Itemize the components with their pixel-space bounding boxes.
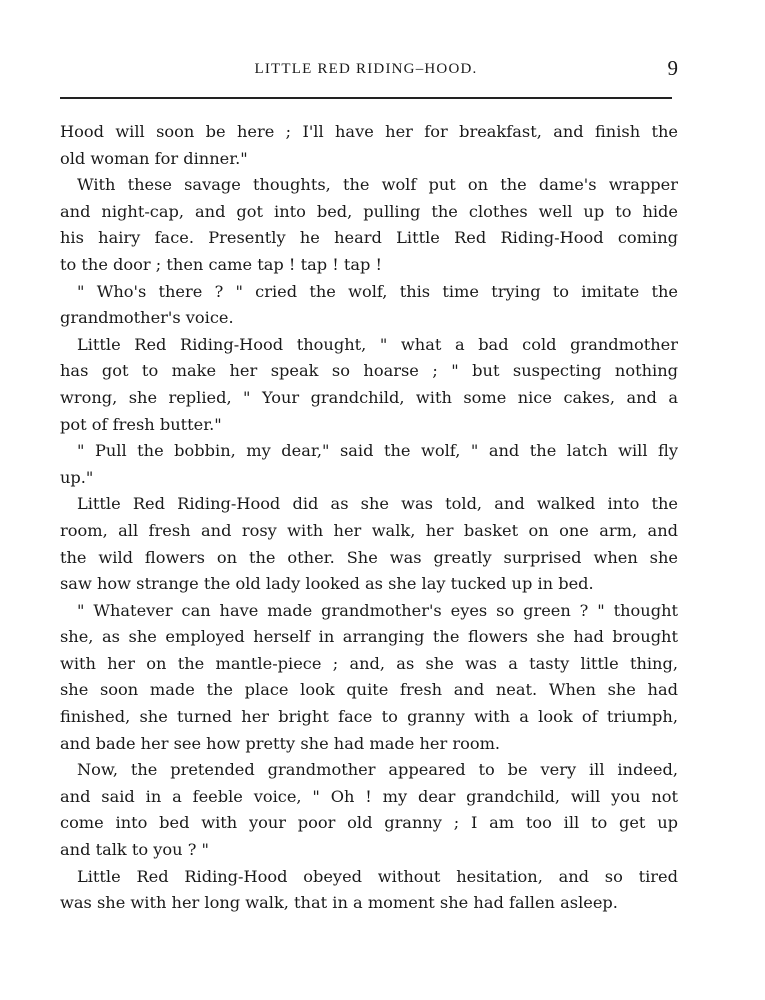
text-line: and bade her see how pretty she had made her room. — [60, 733, 501, 753]
running-title: LITTLE RED RIDING–HOOD. — [254, 61, 478, 77]
text-line: old woman for dinner." — [60, 148, 248, 168]
running-header — [60, 56, 678, 82]
text-line: come into bed with your poor old granny ; I am too ill to get up — [60, 813, 678, 833]
text-line: the wild flowers on the other. She was greatly surprised when she — [60, 547, 678, 567]
text-line: room, all fresh and rosy with her walk, her basket on one arm, and — [60, 520, 678, 540]
header-rule — [60, 97, 672, 99]
text-line: " Pull the bobbin, my dear," said the wolf, " and the latch will fly — [77, 441, 678, 461]
text-line: " Who's there ? " cried the wolf, this time trying to imitate the — [77, 281, 678, 301]
text-line: Little Red Riding-Hood thought, " what a bad cold grandmother — [77, 334, 678, 354]
text-line: and said in a feeble voice, " Oh ! my dear grandchild, will you not — [60, 786, 678, 806]
text-line: she, as she employed herself in arranging the flowers she had brought — [60, 627, 678, 647]
text-line: she soon made the place look quite fresh and neat. When she had — [60, 680, 678, 700]
text-line: pot of fresh butter." — [60, 414, 222, 434]
text-line: Little Red Riding-Hood did as she was told, and walked into the — [77, 494, 678, 514]
text-line: his hairy face. Presently he heard Little Red Riding-Hood coming — [60, 228, 678, 248]
page-number: 9 — [667, 56, 678, 80]
text-line: with her on the mantle-piece ; and, as she was a tasty little thing, — [60, 653, 678, 673]
text-line: grandmother's voice. — [60, 308, 234, 328]
text-line: Little Red Riding-Hood obeyed without hesitation, and so tired — [77, 866, 678, 886]
text-line: saw how strange the old lady looked as she lay tucked up in bed. — [60, 574, 594, 594]
text-line: up." — [60, 467, 94, 487]
text-line: With these savage thoughts, the wolf put on the dame's wrapper — [77, 175, 678, 195]
text-line: Hood will soon be here ; I'll have her for breakfast, and finish the — [60, 122, 678, 141]
text-line: has got to make her speak so hoarse ; " but suspecting nothing — [60, 361, 678, 381]
text-line: to the door ; then came tap ! tap ! tap ! — [60, 254, 383, 274]
text-line: and talk to you ? " — [60, 840, 209, 860]
text-line: finished, she turned her bright face to granny with a look of triumph, — [60, 707, 678, 727]
text-line: and night-cap, and got into bed, pulling the clothes well up to hide — [60, 201, 678, 221]
body-text — [60, 119, 678, 917]
text-line: " Whatever can have made grandmother's eyes so green ? " thought — [77, 600, 678, 620]
text-line: Now, the pretended grandmother appeared to be very ill indeed, — [77, 760, 678, 780]
text-line: wrong, she replied, " Your grandchild, with some nice cakes, and a — [60, 387, 678, 407]
text-line: was she with her long walk, that in a moment she had fallen asleep. — [60, 893, 618, 913]
